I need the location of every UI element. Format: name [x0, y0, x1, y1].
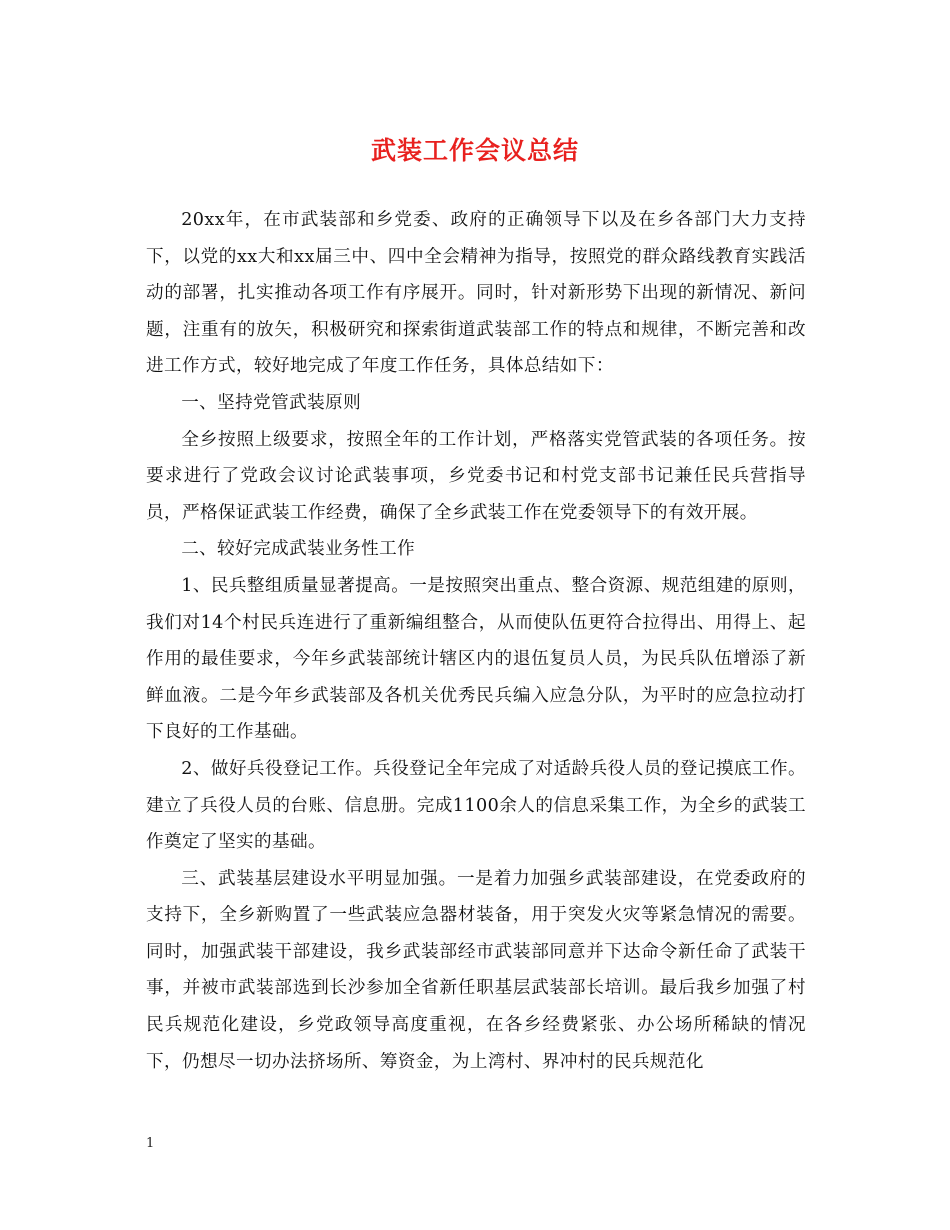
section-heading-1: 一、坚持党管武装原则 — [181, 392, 362, 413]
page-number: 1 — [146, 1136, 155, 1151]
document-body — [146, 202, 806, 1080]
paragraph-registration: 2、做好兵役登记工作。兵役登记全年完成了对适龄兵役人员的登记摸底工作。建立了兵役人员的台账、信息册。完成1100余人的信息采集工作，为全乡的武装工作奠定了坚实的基础。 — [146, 758, 806, 853]
paragraph-section-1: 全乡按照上级要求，按照全年的工作计划，严格落实党管武装的各项任务。按要求进行了党政会议讨论武装事项，乡党委书记和村党支部书记兼任民兵营指导员，严格保证武装工作经费，确保了全乡武装工作在党委领导下的有效开展。 — [146, 429, 806, 523]
paragraph-intro: 20xx年，在市武装部和乡党委、政府的正确领导下以及在乡各部门大力支持下，以党的xx大和xx届三中、四中全会精神为指导，按照党的群众路线教育实践活动的部署，扎实推动各项工作有序展开。同时，针对新形势下出现的新情况、新问题，注重有的放矢，积极研究和探索街道武装部工作的特点和规律，不断完善和改进工作方式，较好地完成了年度工作任务，具体总结如下： — [146, 210, 806, 377]
paragraph-section-3: 三、武装基层建设水平明显加强。一是着力加强乡武装部建设，在党委政府的支持下，全乡新购置了一些武装应急器材装备，用于突发火灾等紧急情况的需要。同时，加强武装干部建设，我乡武装部经市武装部同意并下达命令新任命了武装干事，并被市武装部选到长沙参加全省新任职基层武装部长培训。最后我乡加强了村民兵规范化建设，乡党政领导高度重视，在各乡经费紧张、办公场所稀缺的情况下，仍想尽一切办法挤场所、筹资金，为上湾村、界冲村的民兵规范化 — [146, 868, 806, 1072]
section-heading-2: 二、较好完成武装业务性工作 — [181, 539, 416, 560]
document-title: 武装工作会议总结 — [370, 136, 579, 165]
paragraph-militia: 1、民兵整组质量显著提高。一是按照突出重点、整合资源、规范组建的原则，我们对14个村民兵连进行了重新编组整合，从而使队伍更符合拉得出、用得上、起作用的最佳要求，今年乡武装部统计辖区内的退伍复员人员，为民兵队伍增添了新鲜血液。二是今年乡武装部及各机关优秀民兵编入应急分队，为平时的应急拉动打下良好的工作基础。 — [146, 575, 806, 743]
